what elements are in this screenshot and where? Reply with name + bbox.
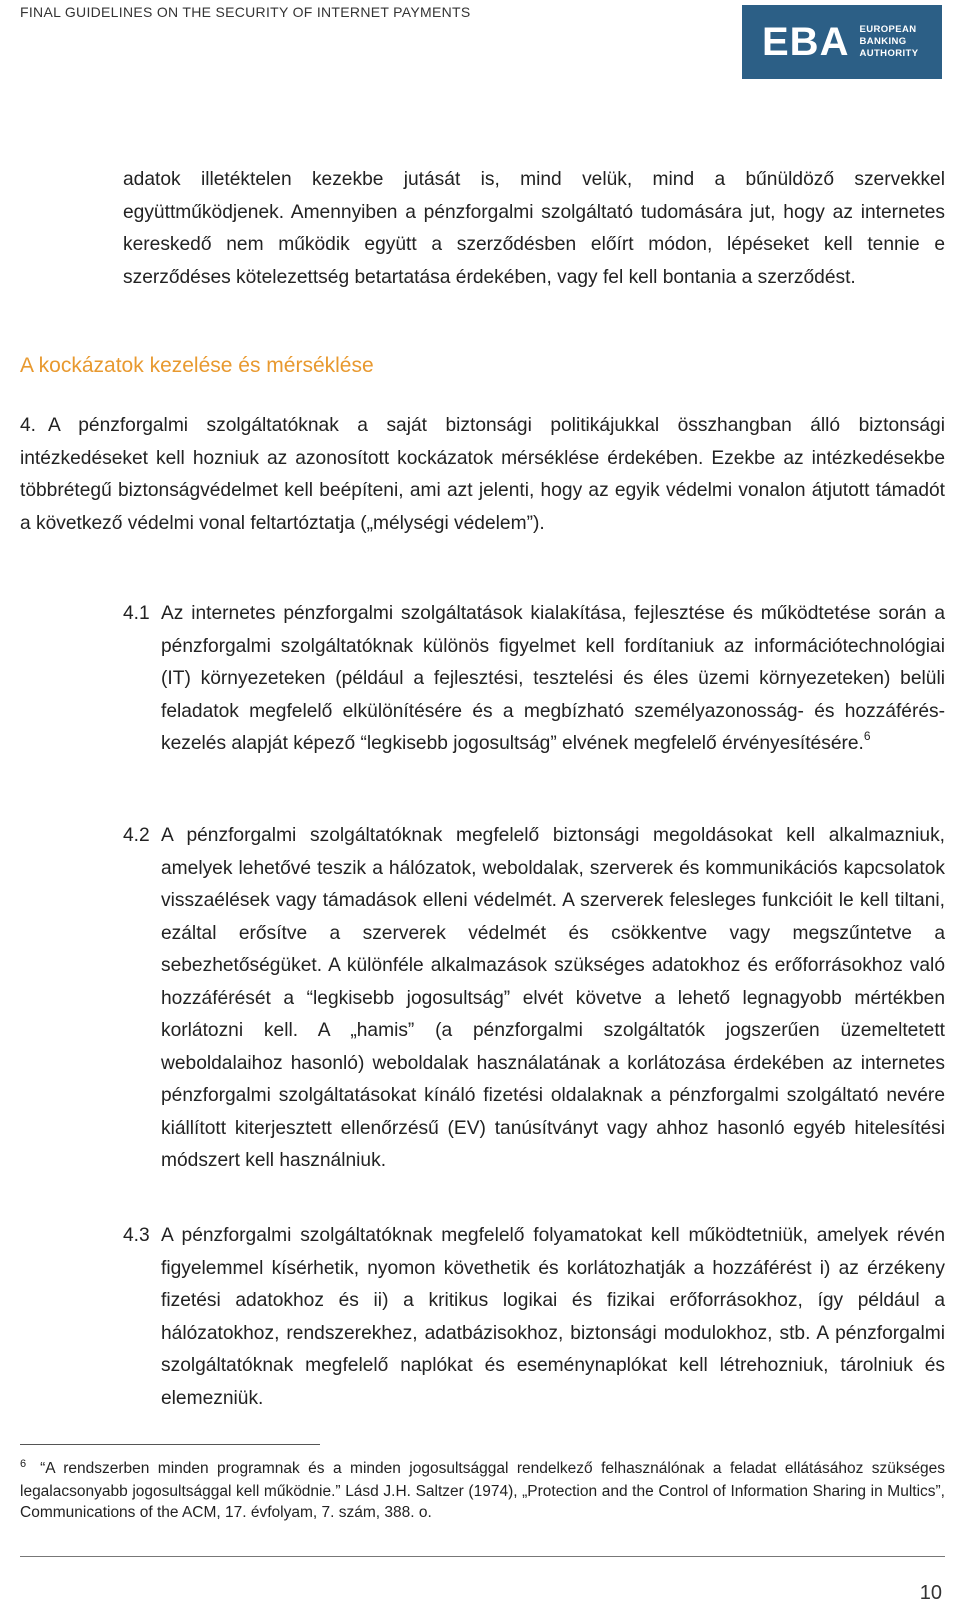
subsection-4-1 <box>123 598 945 761</box>
eba-logo-line-3: AUTHORITY <box>859 48 919 59</box>
item-4-text: A pénzforgalmi szolgáltatóknak a saját biztonsági politikájukkal összhangban álló biztonsági intézkedéseket kell hozniuk az azonosított kockázatok mérséklése érdekében. Ezekbe az intézkedésekbe többrétegű biztonságvédelmet kell beépíteni, ami azt jelenti, hogy az egyik védelmi vonalon átjutott támadót a következő védelmi vonal feltartóztatja („mélységi védelem”). <box>20 415 945 534</box>
subsection-text: A pénzforgalmi szolgáltatóknak megfelelő folyamatokat kell működtetniük, amelyek révén figyelemmel kísérhetik, nyomon követhetik és korlátozhatják a hozzáférést i) az érzékeny fizetési adatokhoz és ii) a kritikus logikai és fizikai erőforrásokhoz, így például a hálózatokhoz, rendszerekhez, adatbázisokhoz, biztonsági modulokhoz, stb. A pénzforgalmi szolgáltatóknak megfelelő naplókat és eseménynaplókat kell létrehozniuk, tárolniuk és elemezniük. <box>161 1225 945 1409</box>
subsection-text: Az internetes pénzforgalmi szolgáltatások kialakítása, fejlesztése és működtetése során a pénzforgalmi szolgáltatóknak különös figyelmet kell fordítaniuk az információtechnológiai (IT) környezeteken (például a fejlesztési, tesztelési és éles üzemi környezeteken) belüli feladatok megfelelő elkülönítésére és a megbízható személyazonosság- és hozzáférés-kezelés alapját képező “legkisebb jogosultság” elvének megfelelő érvényesítésére. <box>161 603 945 754</box>
eba-logo-line-2: BANKING <box>859 36 907 47</box>
footnote-mark: 6 <box>20 1458 27 1470</box>
eba-logo-mark: EBA <box>762 20 850 64</box>
subsection-4-2 <box>123 820 945 1178</box>
subsection-number: 4.2 <box>123 825 150 846</box>
footnote-separator <box>20 1444 320 1445</box>
footnote <box>20 1458 945 1523</box>
section-heading: A kockázatok kezelése és mérséklése <box>20 354 374 377</box>
eba-logo <box>742 5 942 79</box>
subsection-text: A pénzforgalmi szolgáltatóknak megfelelő biztonsági megoldásokat kell alkalmazniuk, amelyek lehetővé teszik a hálózatok, weboldalak, szerverek és kommunikációs kapcsolatok visszaélések vagy támadások elleni védelmét. A szerverek felesleges funkcióit le kell tiltani, ezáltal erősítve a szerverek védelmét és csökkentve vagy megszűntetve a sebezhetőségüket. A különféle alkalmazások szükséges adatokhoz és erőforrásokhoz való hozzáférését a “legkisebb jogosultság” elvét követve a lehető legnagyobb mértékben korlátozni kell. A „hamis” (a pénzforgalmi szolgáltatók jogszerűen üzemeltetett weboldalaihoz hasonló) weboldalak használatának a korlátozása érdekében az internetes pénzforgalmi szolgáltatásokat kínáló fizetési oldalaknak a pénzforgalmi szolgáltató nevére kiállított kiterjesztett ellenőrzésű (EV) tanúsítványt vagy ahhoz hasonló egyéb hitelesítési módszert kell használniuk. <box>161 825 945 1171</box>
footer-separator <box>20 1556 945 1557</box>
page-number: 10 <box>919 1582 942 1604</box>
footnote-reference[interactable]: 6 <box>863 728 871 743</box>
subsection-number: 4.1 <box>123 603 150 624</box>
intro-paragraph: adatok illetéktelen kezekbe jutását is, mind velük, mind a bűnüldöző szervekkel együttműködjenek. Amennyiben a pénzforgalmi szolgáltató tudomására jut, hogy az internetes kereskedő nem működik együtt a szerződésben előírt módon, lépéseket kell tennie e szerződéses kötelezettség betartatása érdekében, vagy fel kell bontania a szerződést. <box>123 169 945 288</box>
footnote-text: “A rendszerben minden programnak és a minden jogosultsággal rendelkező felhasználónak a feladat ellátásához szükséges legalacsonyabb jogosultsággal kell működnie.” Lásd J.H. Saltzer (1974), „Protection and the Control of Information Sharing in Multics”, Communications of the ACM, 17. évfolyam, 7. szám, 388. o. <box>20 1460 945 1521</box>
eba-logo-text <box>859 24 918 60</box>
document-running-title: FINAL GUIDELINES ON THE SECURITY OF INTERNET PAYMENTS <box>20 4 471 20</box>
item-4-paragraph <box>20 410 945 540</box>
item-4-number: 4. <box>20 415 37 436</box>
subsection-number: 4.3 <box>123 1225 150 1246</box>
eba-logo-line-1: EUROPEAN <box>859 24 917 35</box>
subsection-4-3 <box>123 1220 945 1415</box>
subsection-text-wrap <box>161 598 945 761</box>
